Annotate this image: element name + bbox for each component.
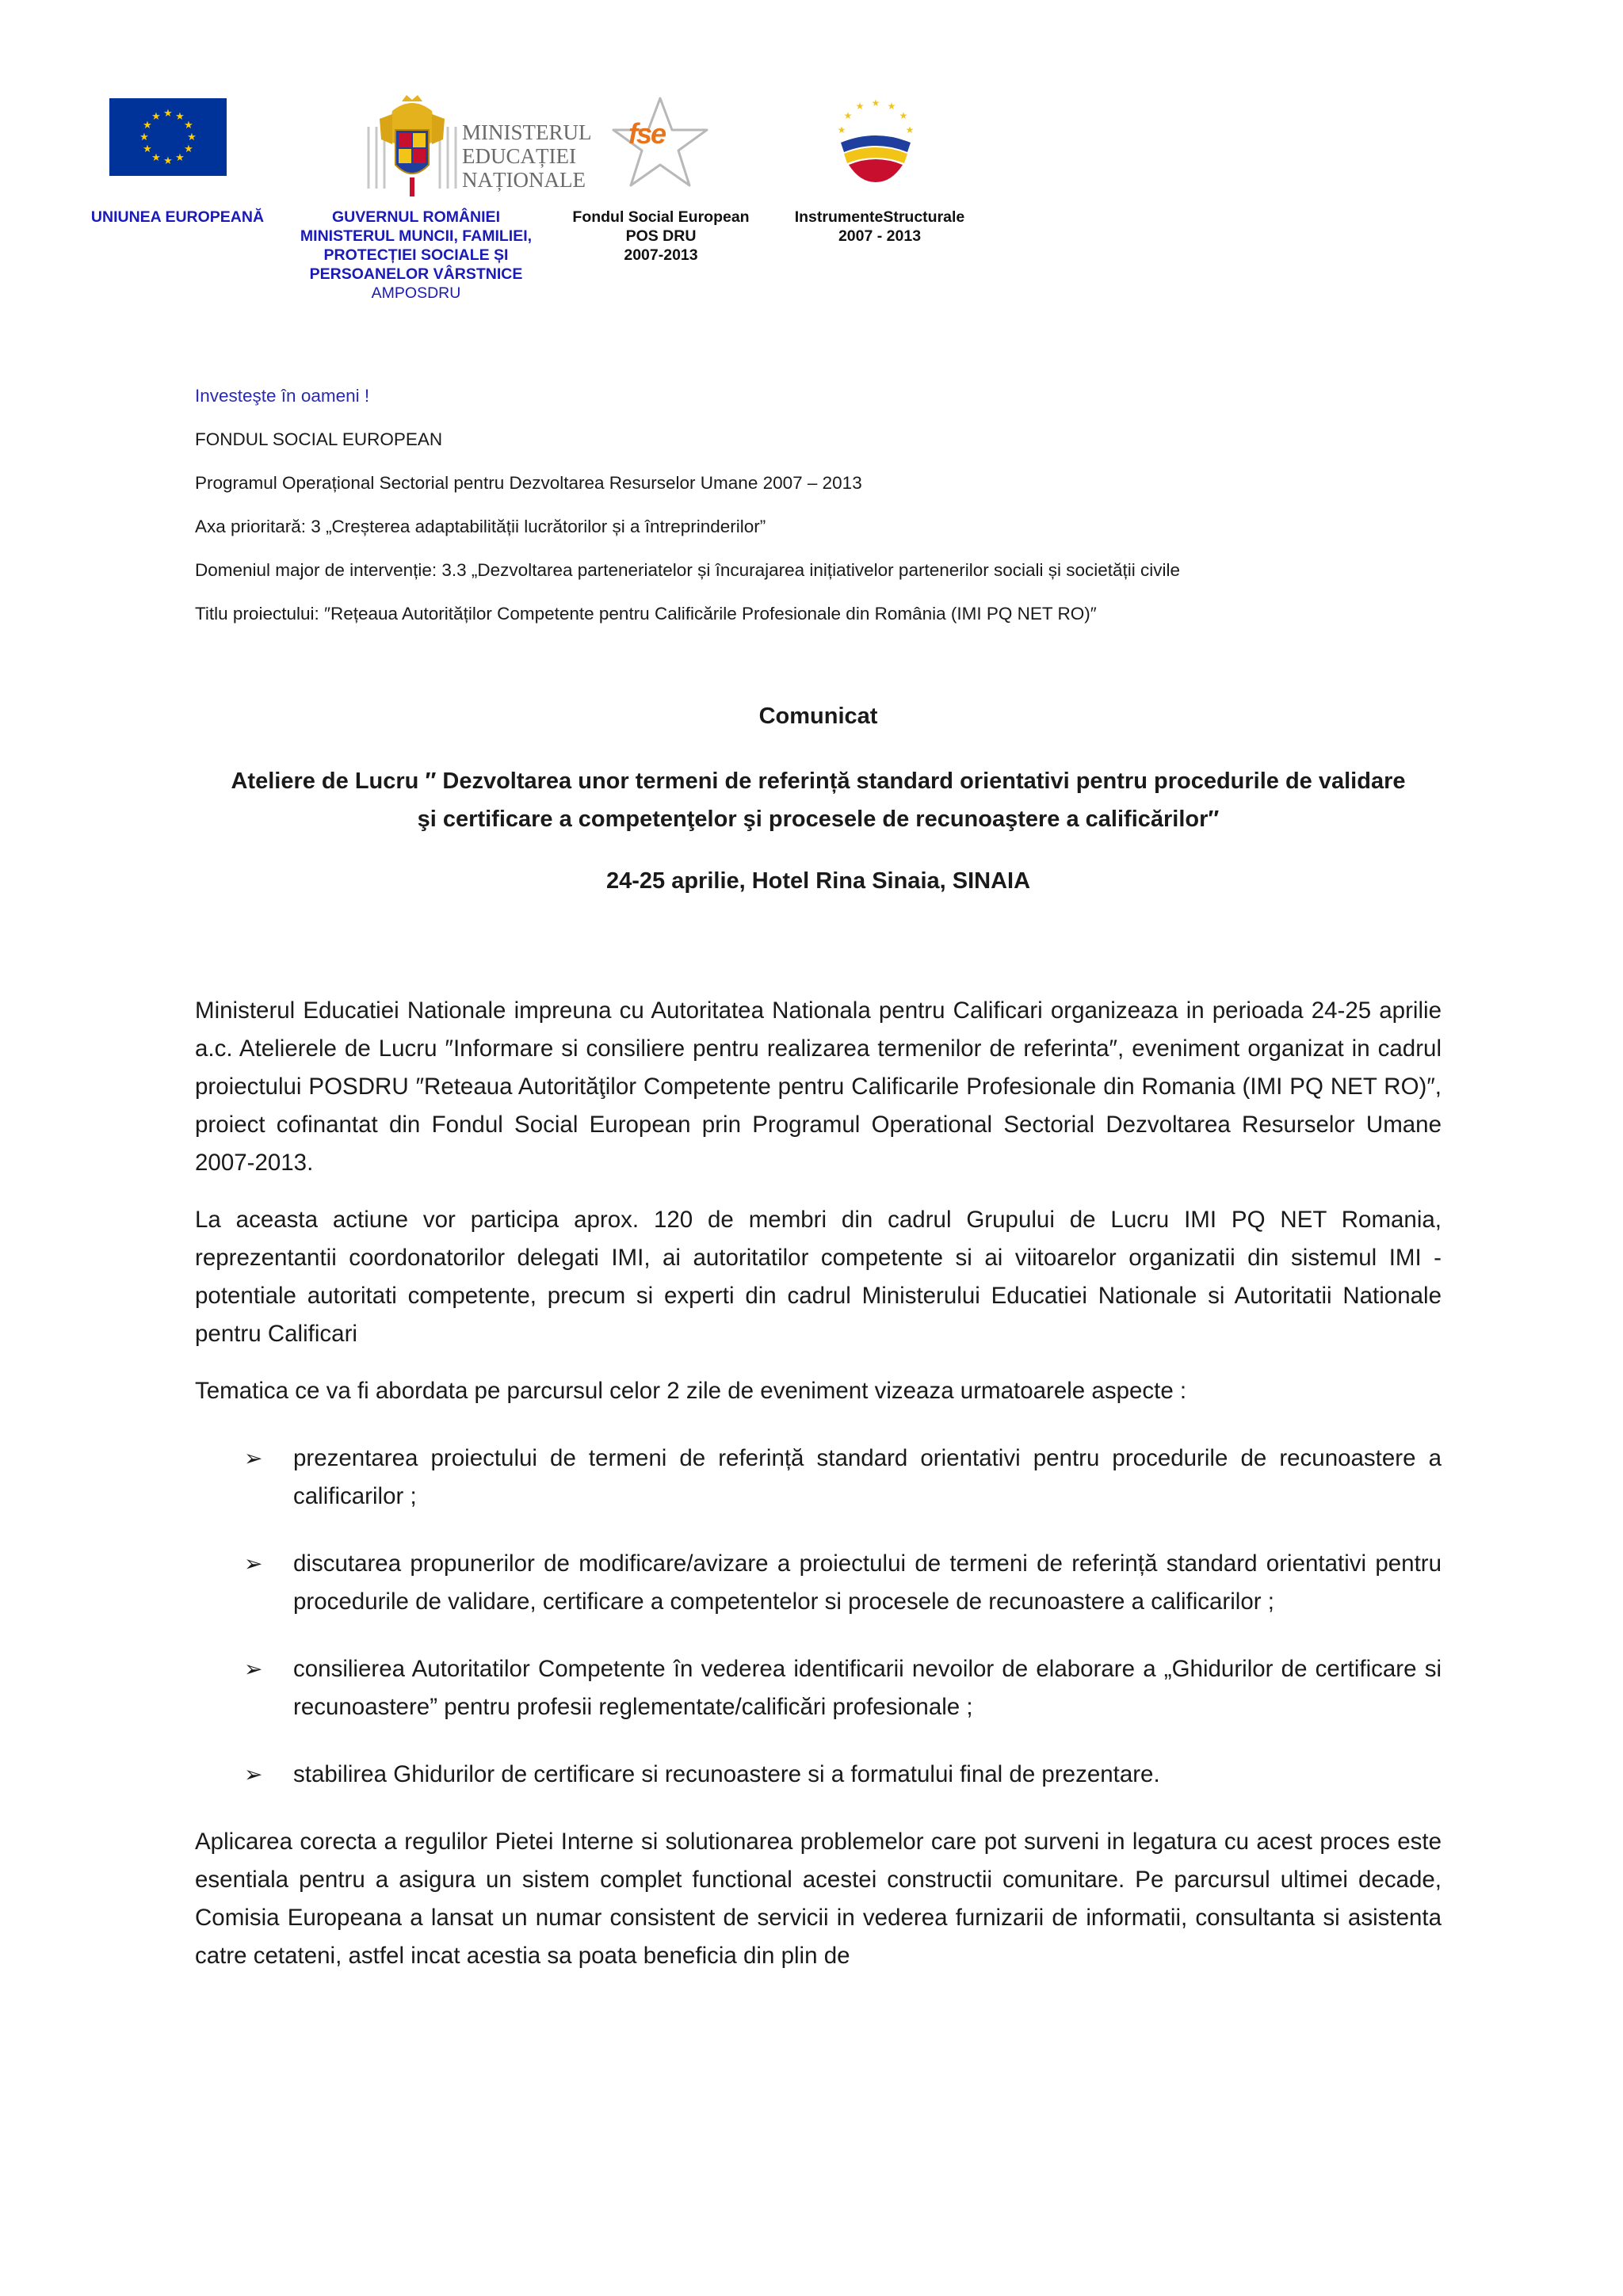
- gov-label-line: GUVERNUL ROMÂNIEI: [332, 208, 500, 226]
- arrowhead-bullet-icon: ➢: [244, 1551, 263, 1576]
- date-location: 24-25 aprilie, Hotel Rina Sinaia, SINAIA: [605, 868, 1031, 894]
- svg-text:★: ★: [151, 111, 161, 123]
- subheading-line: şi certificare a competenţelor şi procesele de recunoaştere a calificărilor″: [417, 807, 1220, 832]
- project-title: Titlu proiectului: ″Rețeaua Autorităților Competente pentru Calificările Profesionale din România (IMI PQ NET RO)″: [195, 604, 1097, 624]
- list-item-text: stabilirea Ghidurilor de certificare si recunoastere si a formatului final de prezentare.: [293, 1761, 1160, 1787]
- logo-header: [0, 0, 1623, 317]
- svg-text:★: ★: [905, 124, 915, 135]
- subheading-line: Ateliere de Lucru ″ Dezvoltarea unor termeni de referință standard orientativi pentru procedurile de validare: [231, 769, 1406, 794]
- ministry-line: EDUCAȚIEI: [462, 144, 576, 168]
- project-header: [195, 380, 1479, 642]
- paragraph: La aceasta actiune vor participa aprox. 120 de membri din cadrul Grupului de Lucru IMI PQ NET Romania, reprezentantii coordonatorilor delegati IMI, ai autoritatilor competente si ai viitoarelor organizatii din sistemul IMI - potentiale autoritati competente, precum si experti din cadrul Ministerului Educatiei Nationale si Autoritatii Nationale pentru Calificari: [195, 1207, 1442, 1347]
- list-item-text: consilierea Autoritatilor Competente în vederea identificarii nevoilor de elaborare a „Ghidurilor de certificare si recunoastere” pentru profesii reglementate/calificări profesionale ;: [293, 1656, 1442, 1720]
- paragraph: Aplicarea corecta a regulilor Pietei Interne si solutionarea problemelor care pot surveni in legatura cu acest proces este esentiala pentru a asigura un sistem complet functional acestei constructii comunitare. Pe parcursul ultimei decade, Comisia Europeana a lansat un numar consistent de servicii in vederea furnizarii de informatii, consultanta si asistenta catre cetateni, astfel incat acestia sa poata beneficia din plin de: [195, 1829, 1442, 1969]
- is-label: [769, 208, 991, 246]
- svg-text:★: ★: [143, 143, 152, 155]
- svg-text:★: ★: [855, 101, 865, 112]
- priority-axis: Axa prioritară: 3 „Creșterea adaptabilității lucrătorilor și a întreprinderilor”: [195, 517, 766, 536]
- gov-label: [277, 208, 555, 303]
- program-name: Programul Operațional Sectorial pentru Dezvoltarea Resurselor Umane 2007 – 2013: [195, 473, 862, 493]
- eu-label: UNIUNEA EUROPEANĂ: [90, 208, 265, 226]
- svg-text:★: ★: [175, 152, 185, 164]
- ministry-line: NAȚIONALE: [462, 168, 586, 192]
- fse-label: [550, 208, 772, 265]
- svg-text:★: ★: [139, 132, 149, 143]
- fse-mark: fse: [628, 117, 666, 150]
- intervention-domain: Domeniul major de intervenție: 3.3 „Dezvoltarea parteneriatelor și încurajarea inițiativelor partenerilor sociali și societății civile: [195, 560, 1181, 580]
- document-heading: Comunicat: [758, 704, 878, 729]
- ministry-line: MINISTERUL: [462, 120, 592, 144]
- fse-label-line: POS DRU: [625, 227, 697, 245]
- list-item: [195, 1756, 1442, 1794]
- svg-text:★: ★: [143, 120, 152, 132]
- svg-text:★: ★: [187, 132, 197, 143]
- fse-label-line: Fondul Social European: [572, 208, 750, 226]
- list-item: [195, 1545, 1442, 1621]
- coat-of-arms-icon: [361, 95, 464, 196]
- svg-text:★: ★: [175, 111, 185, 123]
- gov-label-line: PROTECȚIEI SOCIALE ȘI: [323, 246, 509, 264]
- list-item: [195, 1650, 1442, 1726]
- list-item-text: prezentarea proiectului de termeni de referință standard orientativi pentru procedurile de recunoastere a calificarilor ;: [293, 1445, 1442, 1509]
- arrowhead-bullet-icon: ➢: [244, 1446, 263, 1470]
- svg-text:★: ★: [163, 155, 173, 167]
- is-label-line: 2007 - 2013: [838, 227, 922, 245]
- ministry-logo-text: [462, 120, 592, 192]
- gov-label-line: MINISTERUL MUNCII, FAMILIEI,: [300, 227, 533, 245]
- document-body: [195, 697, 1442, 1975]
- slogan: Investeşte în oameni !: [195, 386, 370, 406]
- svg-text:★: ★: [184, 120, 193, 132]
- svg-text:★: ★: [184, 143, 193, 155]
- arrowhead-bullet-icon: ➢: [244, 1762, 263, 1787]
- paragraph: Tematica ce va fi abordata pe parcursul celor 2 zile de eveniment vizeaza urmatoarele aspecte :: [195, 1378, 1187, 1404]
- gov-label-sub: AMPOSDRU: [371, 284, 461, 302]
- svg-text:★: ★: [163, 108, 173, 120]
- arrowhead-bullet-icon: ➢: [244, 1657, 263, 1681]
- svg-text:★: ★: [899, 110, 908, 121]
- svg-text:★: ★: [151, 152, 161, 164]
- paragraph: Ministerul Educatiei Nationale impreuna cu Autoritatea Nationala pentru Calificari organizeaza in perioada 24-25 aprilie a.c. Atelierele de Lucru ″Informare si consiliere pentru realizarea termenilor de referinta″, eveniment organizat in cadrul proiectului POSDRU ″Reteaua Autorităţilor Competente pentru Calificarile Profesionale din Romania (IMI PQ NET RO)″, proiect cofinantat din Fondul Social European prin Programul Operational Sectorial Dezvoltarea Resurselor Umane 2007-2013.: [195, 997, 1442, 1176]
- is-label-line: InstrumenteStructurale: [794, 208, 965, 226]
- document-subheading: [195, 762, 1442, 838]
- list-item: [195, 1440, 1442, 1516]
- topic-list: [195, 1440, 1442, 1794]
- eu-flag-icon: [109, 98, 227, 176]
- fse-label-line: 2007-2013: [624, 246, 698, 264]
- list-item-text: discutarea propunerilor de modificare/avizare a proiectului de termeni de referință standard orientativi pentru procedurile de validare, certificare a competentelor si procesele de recunoastere a calificarilor ;: [293, 1550, 1442, 1615]
- structural-instruments-icon: [828, 93, 923, 189]
- svg-text:★: ★: [871, 97, 880, 109]
- svg-text:★: ★: [837, 124, 846, 135]
- fund-name: FONDUL SOCIAL EUROPEAN: [195, 429, 443, 449]
- svg-text:★: ★: [887, 101, 896, 112]
- gov-label-line: PERSOANELOR VÂRSTNICE: [309, 265, 523, 283]
- svg-text:★: ★: [843, 110, 853, 121]
